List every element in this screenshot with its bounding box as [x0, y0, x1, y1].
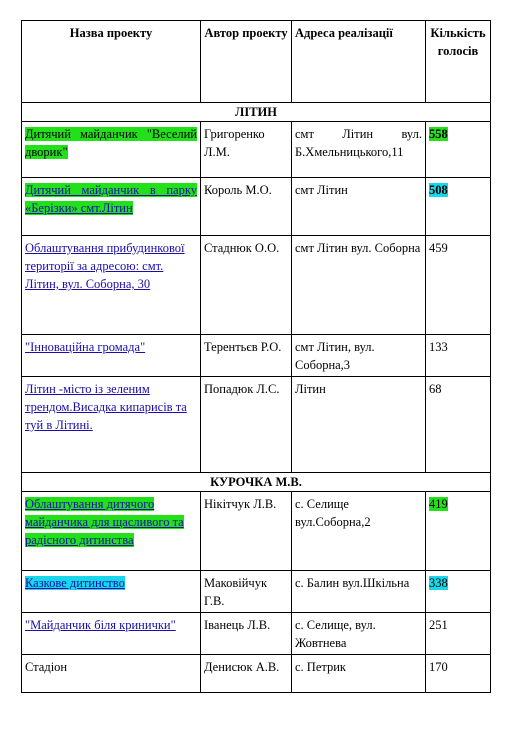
votes-cell: 170 — [426, 655, 491, 693]
header-row — [22, 21, 491, 103]
project-name-cell — [22, 571, 201, 613]
section-title: ЛІТИН — [22, 103, 491, 122]
project-name: Дитячий майданчик "Веселий дворик" — [25, 127, 197, 159]
project-name-cell — [22, 236, 201, 335]
project-name-link[interactable]: Облаштування дитячого майданчика для щасливого та радісного дитинства — [25, 497, 184, 547]
votes-cell: 68 — [426, 377, 491, 473]
project-name-cell — [22, 335, 201, 377]
author-cell: Терентьєв Р.О. — [201, 335, 292, 377]
project-name-link[interactable]: "Майданчик біля кринички" — [25, 618, 176, 632]
address-cell: с. Балин вул.Шкільна — [292, 571, 426, 613]
address-cell: смт Літин — [292, 178, 426, 236]
votes-cell — [426, 571, 491, 613]
votes-value: 558 — [429, 127, 448, 141]
project-name-link[interactable]: Дитячий майданчик в парку «Берізки» смт.Літин — [25, 183, 197, 215]
votes-cell: 133 — [426, 335, 491, 377]
author-cell: Попадюк Л.С. — [201, 377, 292, 473]
table-row — [22, 236, 491, 335]
author-cell: Нікітчук Л.В. — [201, 492, 292, 571]
header-votes: Кількість голосів — [426, 21, 491, 103]
votes-cell: 459 — [426, 236, 491, 335]
table-row — [22, 655, 491, 693]
address-cell: с. Селище, вул. Жовтнева — [292, 613, 426, 655]
section-row — [22, 473, 491, 492]
table-row — [22, 377, 491, 473]
address-cell: смт Літин вул. Соборна — [292, 236, 426, 335]
project-name-cell — [22, 178, 201, 236]
author-cell: Денисюк А.В. — [201, 655, 292, 693]
author-cell: Король М.О. — [201, 178, 292, 236]
votes-value: 508 — [429, 183, 448, 197]
project-name-link[interactable]: Казкове дитинство — [25, 576, 125, 590]
voting-results-table — [21, 20, 491, 693]
author-cell: Маковійчук Г.В. — [201, 571, 292, 613]
votes-cell — [426, 122, 491, 178]
project-name-link[interactable]: Облаштування прибудинкової території за адресою: смт. Літин, вул. Соборна, 30 — [25, 241, 185, 291]
table-row — [22, 335, 491, 377]
table-row — [22, 178, 491, 236]
address-cell: Літин — [292, 377, 426, 473]
project-name-link[interactable]: "Інноваційна громада" — [25, 340, 146, 354]
table-row — [22, 613, 491, 655]
address-cell: смт Літин, вул. Соборна,3 — [292, 335, 426, 377]
table-row — [22, 492, 491, 571]
author-cell: Стаднюк О.О. — [201, 236, 292, 335]
header-address: Адреса реалізації — [292, 21, 426, 103]
votes-value: 419 — [429, 497, 448, 511]
project-name-cell — [22, 122, 201, 178]
table-row — [22, 122, 491, 178]
votes-cell: 251 — [426, 613, 491, 655]
header-project-name: Назва проекту — [22, 21, 201, 103]
votes-cell — [426, 492, 491, 571]
project-name-cell — [22, 492, 201, 571]
project-name-cell — [22, 377, 201, 473]
author-cell: Григоренко Л.М. — [201, 122, 292, 178]
section-row — [22, 103, 491, 122]
address-cell: смт Літин вул. Б.Хмельницького,11 — [292, 122, 426, 178]
project-name-cell: Стадіон — [22, 655, 201, 693]
author-cell: Іванець Л.В. — [201, 613, 292, 655]
table-row — [22, 571, 491, 613]
address-cell: с. Селище вул.Соборна,2 — [292, 492, 426, 571]
votes-value: 338 — [429, 576, 448, 590]
address-cell: с. Петрик — [292, 655, 426, 693]
header-author: Автор проекту — [201, 21, 292, 103]
votes-cell — [426, 178, 491, 236]
section-title: КУРОЧКА М.В. — [22, 473, 491, 492]
project-name-cell — [22, 613, 201, 655]
project-name-link[interactable]: Літин -місто із зеленим трендом.Висадка кипарисів та туй в Літині. — [25, 382, 187, 432]
